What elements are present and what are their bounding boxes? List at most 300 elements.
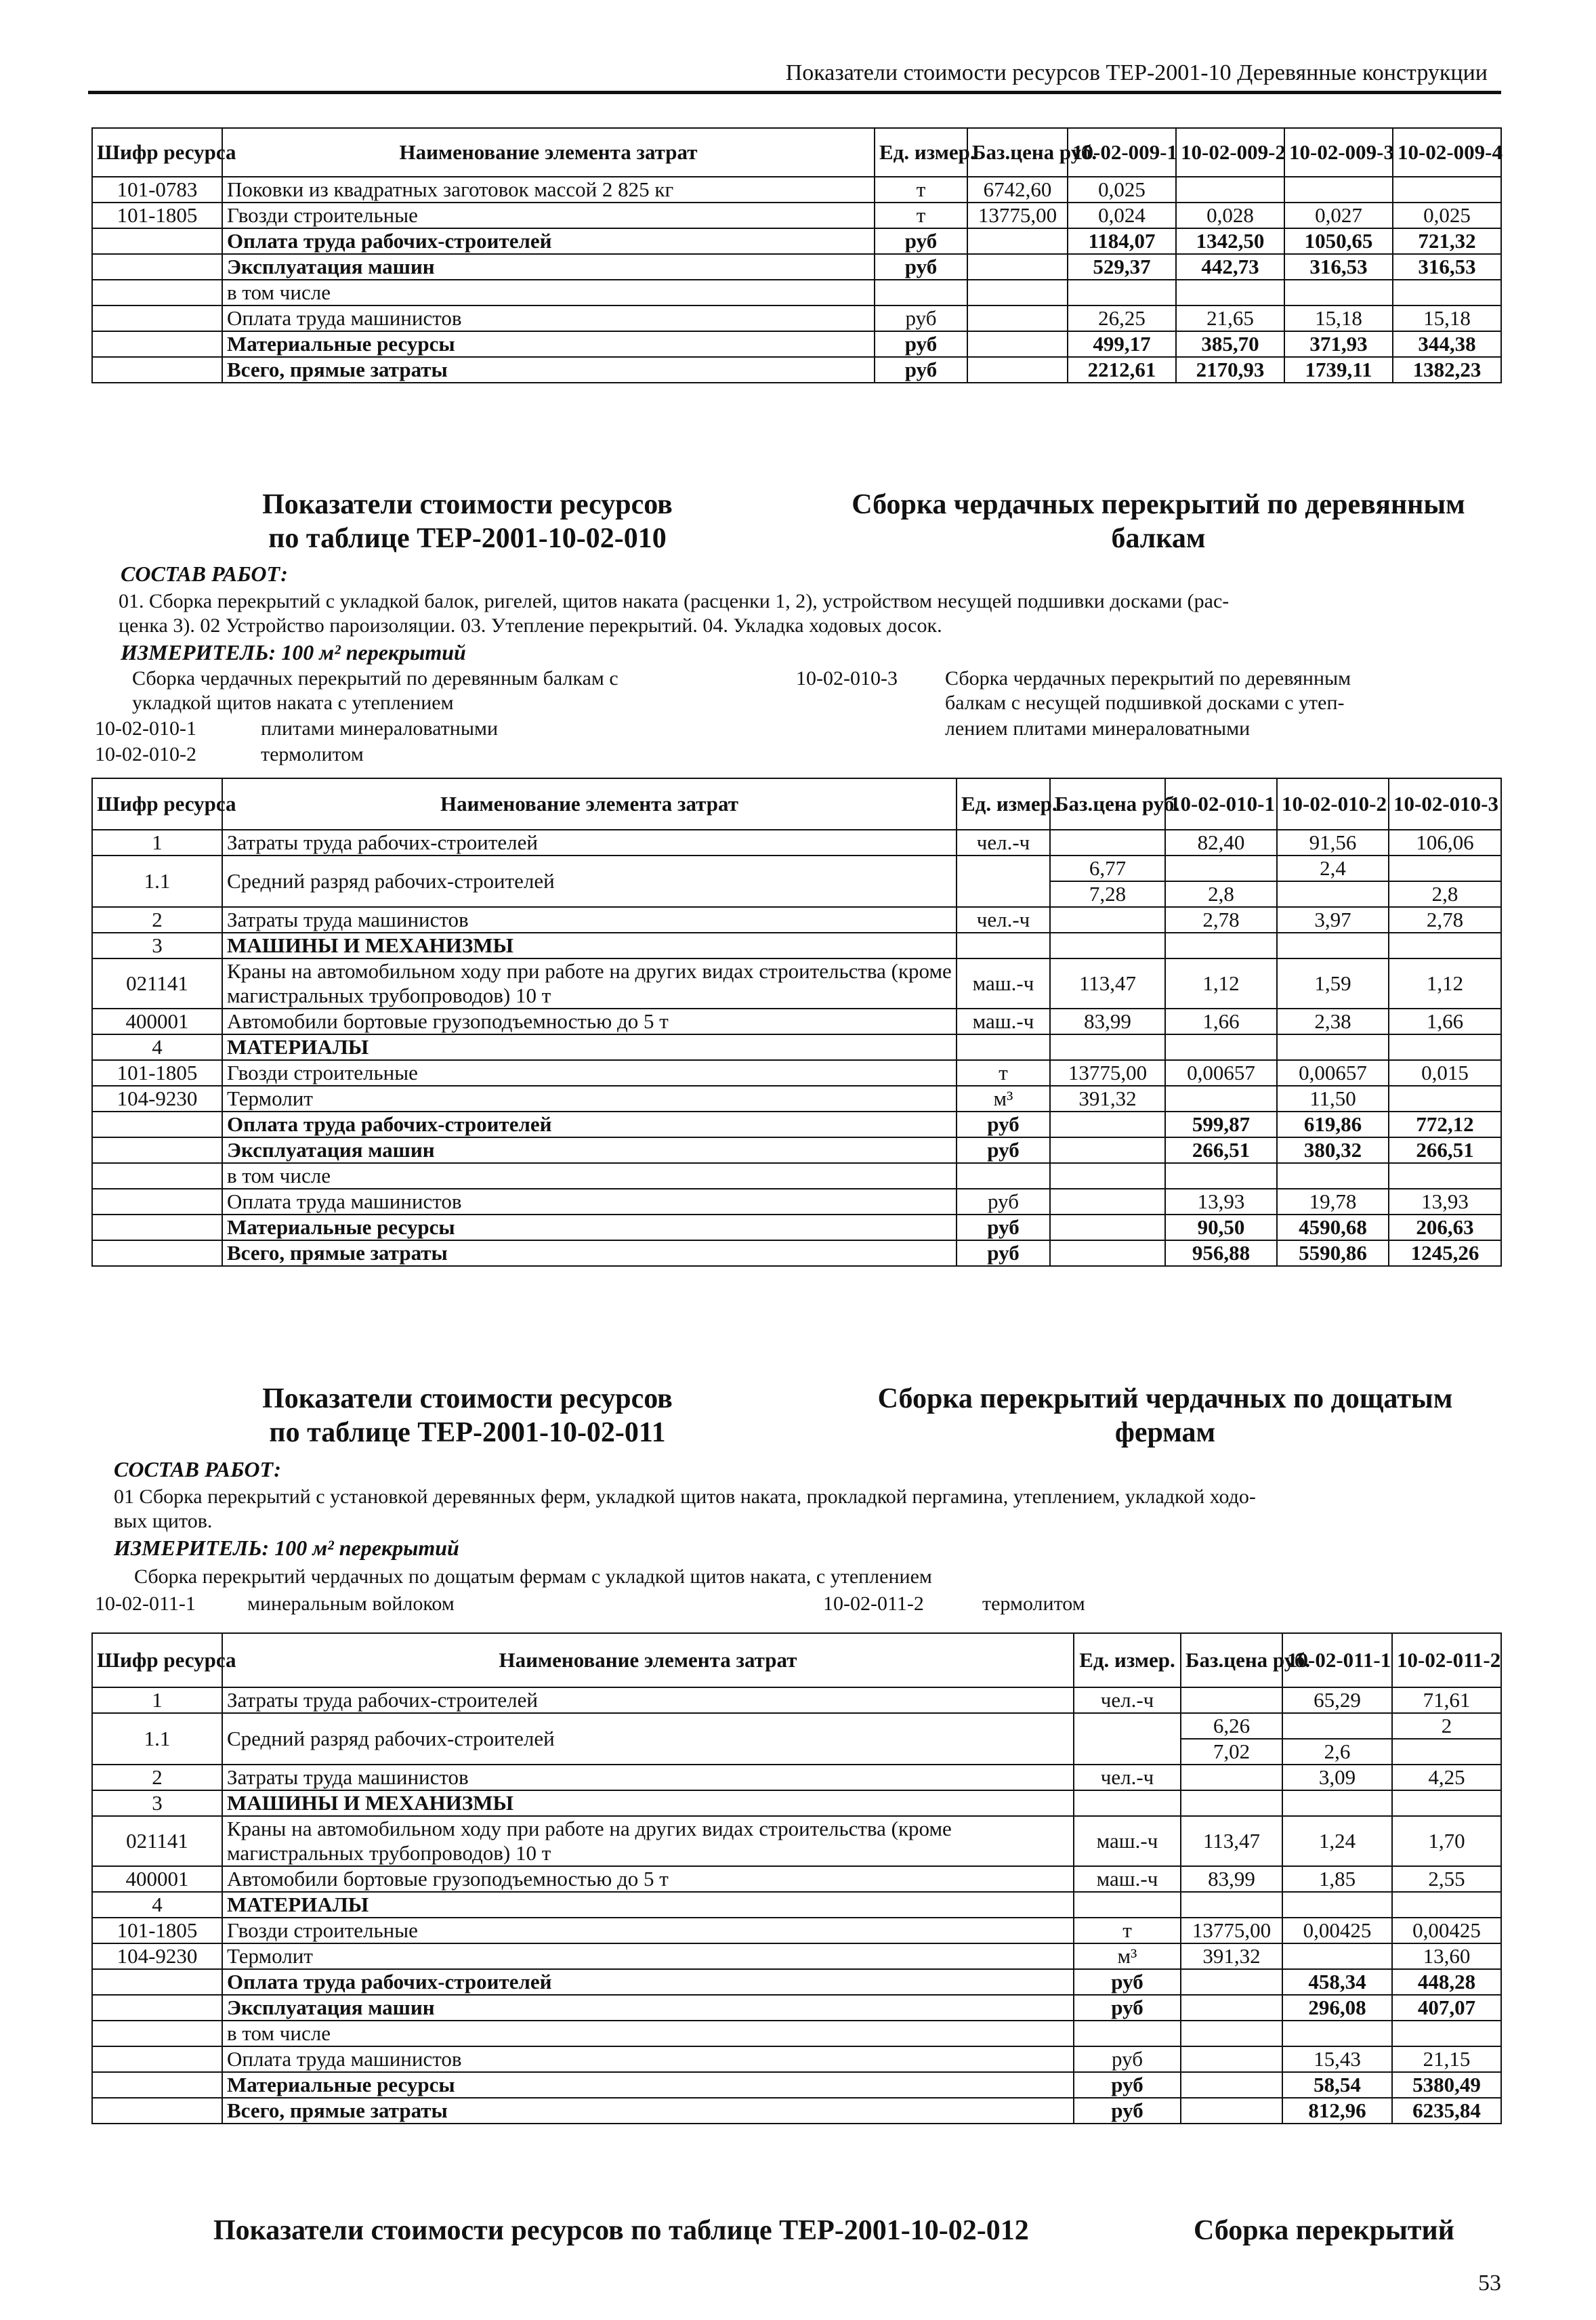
cell <box>92 1163 222 1189</box>
summary-row <box>92 357 1501 383</box>
cell <box>1181 1765 1282 1790</box>
cell <box>967 280 1068 305</box>
cell: 82,40 <box>1165 830 1277 856</box>
cell: чел.-ч <box>1074 1687 1181 1713</box>
cell <box>1050 1034 1165 1060</box>
cell: маш.-ч <box>957 1009 1050 1034</box>
resource-code: 10-02-010-3 <box>796 667 898 690</box>
table-row <box>92 1034 1501 1060</box>
cell: 442,73 <box>1176 254 1284 280</box>
cell <box>1176 280 1284 305</box>
cell: 1 <box>92 1687 222 1713</box>
cell: Затраты труда машинистов <box>222 1765 1074 1790</box>
summary-row <box>92 2072 1501 2098</box>
cell: руб <box>1074 1995 1181 2021</box>
cell: 391,32 <box>1181 1943 1282 1969</box>
cell <box>1282 1713 1392 1739</box>
table-row <box>92 1086 1501 1112</box>
cell: 1,70 <box>1392 1816 1501 1866</box>
cell: 6,77 <box>1050 856 1165 881</box>
cell: Термолит <box>222 1943 1074 1969</box>
cell: 1342,50 <box>1176 228 1284 254</box>
cell: 2,8 <box>1389 881 1501 907</box>
cell: 13,93 <box>1165 1189 1277 1215</box>
resource-code-text: плитами минераловатными <box>261 717 499 740</box>
cell <box>1282 1943 1392 1969</box>
cell <box>1165 1086 1277 1112</box>
table-row <box>92 1687 1501 1713</box>
table-header-row <box>92 1633 1501 1687</box>
cell: 15,18 <box>1393 305 1501 331</box>
table-row <box>92 203 1501 228</box>
cell <box>1068 280 1176 305</box>
cell: 772,12 <box>1389 1112 1501 1137</box>
cell <box>1050 907 1165 933</box>
cell: 385,70 <box>1176 331 1284 357</box>
cell: 0,00657 <box>1165 1060 1277 1086</box>
cell <box>1282 2021 1392 2046</box>
cell: 812,96 <box>1282 2098 1392 2124</box>
desc-text: Сборка перекрытий чердачных по дощатым фермам с укладкой щитов наката, с утеплением <box>134 1565 932 1588</box>
cell: 371,93 <box>1284 331 1393 357</box>
cell: чел.-ч <box>957 907 1050 933</box>
cell: 0,00425 <box>1282 1918 1392 1943</box>
cell <box>92 2098 222 2124</box>
cell: 0,028 <box>1176 203 1284 228</box>
cell <box>1181 1892 1282 1918</box>
cell: т <box>1074 1918 1181 1943</box>
summary-row <box>92 228 1501 254</box>
cell: 26,25 <box>1068 305 1176 331</box>
cell <box>1050 1240 1165 1266</box>
cell: 3 <box>92 1790 222 1816</box>
table-header-row <box>92 128 1501 177</box>
cell: 2,4 <box>1277 856 1389 881</box>
cell: маш.-ч <box>957 958 1050 1009</box>
summary-row <box>92 1112 1501 1137</box>
cell <box>1389 933 1501 958</box>
cell <box>1181 1969 1282 1995</box>
cell: Материальные ресурсы <box>222 1215 957 1240</box>
cell: 400001 <box>92 1009 222 1034</box>
cell: 65,29 <box>1282 1687 1392 1713</box>
cell: 499,17 <box>1068 331 1176 357</box>
cell <box>967 305 1068 331</box>
cell: 407,07 <box>1392 1995 1501 2021</box>
cell <box>92 254 222 280</box>
cell: 4,25 <box>1392 1765 1501 1790</box>
cell: Эксплуатация машин <box>222 1137 957 1163</box>
cell: 91,56 <box>1277 830 1389 856</box>
cell <box>92 1995 222 2021</box>
section-010-title-left <box>203 488 732 555</box>
cell <box>1393 280 1501 305</box>
cell: Термолит <box>222 1086 957 1112</box>
cell <box>1074 1713 1181 1765</box>
desc-text: Сборка чердачных перекрытий по деревянным балкам с <box>132 667 618 690</box>
title-line: Сборка перекрытий чердачных по дощатым <box>877 1383 1453 1414</box>
cell: 2,6 <box>1282 1739 1392 1765</box>
cell: 380,32 <box>1277 1137 1389 1163</box>
cell <box>92 305 222 331</box>
cell: руб <box>957 1240 1050 1266</box>
cell <box>967 228 1068 254</box>
table-row <box>92 933 1501 958</box>
section-011-title-left <box>203 1382 732 1450</box>
cell <box>1050 830 1165 856</box>
izmeritel-label: ИЗМЕРИТЕЛЬ: 100 м² перекрытий <box>114 1536 459 1560</box>
cell: 3,09 <box>1282 1765 1392 1790</box>
cell <box>1181 1995 1282 2021</box>
cell <box>957 1163 1050 1189</box>
table-10-02-011 <box>91 1632 1502 2124</box>
cell: 101-0783 <box>92 177 222 203</box>
cell: руб <box>1074 2098 1181 2124</box>
cell: 15,43 <box>1282 2046 1392 2072</box>
summary-row <box>92 1137 1501 1163</box>
col-header: Шифр ресурса <box>92 778 222 830</box>
cell: Затраты труда рабочих-строителей <box>222 830 957 856</box>
cell: 15,18 <box>1284 305 1393 331</box>
summary-row <box>92 280 1501 305</box>
col-header: Наименование элемента затрат <box>222 1633 1074 1687</box>
sostav-label: СОСТАВ РАБОТ: <box>121 562 288 586</box>
cell: 13,60 <box>1392 1943 1501 1969</box>
cell <box>1050 1137 1165 1163</box>
title-line: по таблице ТЕР-2001-10-02-010 <box>268 523 667 554</box>
cell: Краны на автомобильном ходу при работе на других видах строительства (кроме магистральных трубопроводов) 10 т <box>222 958 957 1009</box>
cell: Гвозди строительные <box>222 1060 957 1086</box>
cell: в том числе <box>222 280 875 305</box>
cell: 448,28 <box>1392 1969 1501 1995</box>
cell <box>92 2021 222 2046</box>
table-header-row <box>92 778 1501 830</box>
cell: 2 <box>1392 1713 1501 1739</box>
cell: маш.-ч <box>1074 1866 1181 1892</box>
summary-row <box>92 2046 1501 2072</box>
cell <box>1284 177 1393 203</box>
col-header: Шифр ресурса <box>92 1633 222 1687</box>
cell: 0,00657 <box>1277 1060 1389 1086</box>
cell: 4 <box>92 1034 222 1060</box>
cell <box>1277 1163 1389 1189</box>
cell: 2212,61 <box>1068 357 1176 383</box>
next-section-title-right: Сборка перекрытий <box>1194 2215 1454 2246</box>
cell: 296,08 <box>1282 1995 1392 2021</box>
table-row <box>92 1943 1501 1969</box>
cell: руб <box>957 1189 1050 1215</box>
cell: 599,87 <box>1165 1112 1277 1137</box>
cell <box>957 856 1050 907</box>
cell: 458,34 <box>1282 1969 1392 1995</box>
cell <box>92 1969 222 1995</box>
cell <box>967 254 1068 280</box>
table-row <box>92 907 1501 933</box>
cell: МАШИНЫ И МЕХАНИЗМЫ <box>222 1790 1074 1816</box>
col-header: Ед. измер. <box>1074 1633 1181 1687</box>
cell <box>1181 1687 1282 1713</box>
cell: МАТЕРИАЛЫ <box>222 1892 1074 1918</box>
cell <box>1277 933 1389 958</box>
cell: 0,015 <box>1389 1060 1501 1086</box>
cell: Гвозди строительные <box>222 1918 1074 1943</box>
cell: 1184,07 <box>1068 228 1176 254</box>
title-line: фермам <box>1114 1417 1216 1448</box>
cell <box>92 228 222 254</box>
cell: Затраты труда машинистов <box>222 907 957 933</box>
cell: 1,24 <box>1282 1816 1392 1866</box>
cell <box>1176 177 1284 203</box>
cell <box>92 331 222 357</box>
title-line: Показатели стоимости ресурсов <box>262 489 673 520</box>
table-row <box>92 1765 1501 1790</box>
cell <box>1181 2021 1282 2046</box>
cell <box>1181 2098 1282 2124</box>
col-header: 10-02-010-1 <box>1165 778 1277 830</box>
col-header: 10-02-010-2 <box>1277 778 1389 830</box>
header-rule <box>88 91 1501 94</box>
summary-row <box>92 1163 1501 1189</box>
table-row <box>92 1816 1501 1866</box>
table-row <box>92 1009 1501 1034</box>
col-header: Наименование элемента затрат <box>222 128 875 177</box>
cell <box>1050 933 1165 958</box>
title-line: по таблице ТЕР-2001-10-02-011 <box>269 1417 666 1448</box>
cell: Материальные ресурсы <box>222 2072 1074 2098</box>
next-section-title: Показатели стоимости ресурсов по таблице ТЕР-2001-10-02-012 <box>213 2215 1029 2246</box>
cell: 1382,23 <box>1393 357 1501 383</box>
summary-row <box>92 305 1501 331</box>
cell: Автомобили бортовые грузоподъемностью до 5 т <box>222 1866 1074 1892</box>
cell <box>1392 1739 1501 1765</box>
cell <box>92 280 222 305</box>
cell: Оплата труда машинистов <box>222 1189 957 1215</box>
cell <box>1392 1790 1501 1816</box>
cell: Поковки из квадратных заготовок массой 2 825 кг <box>222 177 875 203</box>
cell <box>1074 1790 1181 1816</box>
cell: 400001 <box>92 1866 222 1892</box>
cell: 1 <box>92 830 222 856</box>
cell: 4590,68 <box>1277 1215 1389 1240</box>
desc-text: балкам с несущей подшивкой досками с утеп- <box>945 692 1345 714</box>
cell: 266,51 <box>1165 1137 1277 1163</box>
table-row <box>92 856 1501 881</box>
cell: Оплата труда машинистов <box>222 305 875 331</box>
sostav-text: 01. Сборка перекрытий с укладкой балок, ригелей, щитов наката (расценки 1, 2), устройством несущей подшивки досками (рас- <box>119 590 1230 612</box>
cell: руб <box>875 331 967 357</box>
title-line: балкам <box>1111 523 1206 554</box>
cell: 2,8 <box>1165 881 1277 907</box>
cell: 7,02 <box>1181 1739 1282 1765</box>
cell: 1,12 <box>1389 958 1501 1009</box>
cell: 0,027 <box>1284 203 1393 228</box>
cell: руб <box>875 228 967 254</box>
cell <box>1282 1790 1392 1816</box>
cell <box>1165 1163 1277 1189</box>
table-row <box>92 830 1501 856</box>
cell: т <box>957 1060 1050 1086</box>
cell <box>1389 856 1501 881</box>
cell: Эксплуатация машин <box>222 1995 1074 2021</box>
cell: 316,53 <box>1393 254 1501 280</box>
cell <box>92 1240 222 1266</box>
cell: 391,32 <box>1050 1086 1165 1112</box>
sostav-text: 01 Сборка перекрытий с установкой деревянных ферм, укладкой щитов наката, прокладкой пергамина, утеплением, укладкой ходо- <box>114 1485 1256 1508</box>
cell: 2,78 <box>1389 907 1501 933</box>
cell: 2 <box>92 1765 222 1790</box>
cell: Средний разряд рабочих-строителей <box>222 856 957 907</box>
cell <box>1181 1790 1282 1816</box>
cell <box>1074 1892 1181 1918</box>
cell <box>1181 2072 1282 2098</box>
cell <box>1389 1034 1501 1060</box>
cell <box>1392 2021 1501 2046</box>
section-011-title-right <box>854 1382 1477 1450</box>
cell: руб <box>1074 1969 1181 1995</box>
cell: 2,78 <box>1165 907 1277 933</box>
col-header: Баз.цена руб. <box>1181 1633 1282 1687</box>
cell: 344,38 <box>1393 331 1501 357</box>
cell: 13775,00 <box>1181 1918 1282 1943</box>
col-header: Ед. измер. <box>875 128 967 177</box>
cell <box>1050 1163 1165 1189</box>
cell: 113,47 <box>1050 958 1165 1009</box>
cell: 316,53 <box>1284 254 1393 280</box>
cell: Оплата труда рабочих-строителей <box>222 1112 957 1137</box>
cell: Эксплуатация машин <box>222 254 875 280</box>
cell: руб <box>875 254 967 280</box>
cell <box>1165 933 1277 958</box>
cell: Всего, прямые затраты <box>222 1240 957 1266</box>
col-header: 10-02-010-3 <box>1389 778 1501 830</box>
table-10-02-009 <box>91 127 1502 383</box>
col-header: 10-02-009-4 <box>1393 128 1501 177</box>
table-row <box>92 1790 1501 1816</box>
cell: руб <box>875 357 967 383</box>
cell: 3,97 <box>1277 907 1389 933</box>
cell: Автомобили бортовые грузоподъемностью до 5 т <box>222 1009 957 1034</box>
table-10-02-010 <box>91 778 1502 1267</box>
cell <box>1181 2046 1282 2072</box>
cell: Оплата труда рабочих-строителей <box>222 228 875 254</box>
col-header: Наименование элемента затрат <box>222 778 957 830</box>
page-number: 53 <box>1478 2271 1501 2296</box>
cell: 58,54 <box>1282 2072 1392 2098</box>
cell: 3 <box>92 933 222 958</box>
cell: м³ <box>957 1086 1050 1112</box>
cell: 5590,86 <box>1277 1240 1389 1266</box>
cell: в том числе <box>222 1163 957 1189</box>
summary-row <box>92 1995 1501 2021</box>
title-line: Показатели стоимости ресурсов <box>262 1383 673 1414</box>
cell: 13775,00 <box>967 203 1068 228</box>
resource-code: 10-02-011-2 <box>823 1593 924 1615</box>
cell: 104-9230 <box>92 1943 222 1969</box>
cell: Гвозди строительные <box>222 203 875 228</box>
cell: 90,50 <box>1165 1215 1277 1240</box>
cell: чел.-ч <box>957 830 1050 856</box>
section-010-title-right <box>833 488 1484 555</box>
cell: 0,024 <box>1068 203 1176 228</box>
col-header: Баз.цена руб. <box>1050 778 1165 830</box>
cell: 6742,60 <box>967 177 1068 203</box>
cell: Средний разряд рабочих-строителей <box>222 1713 1074 1765</box>
cell: 266,51 <box>1389 1137 1501 1163</box>
sostav-label: СОСТАВ РАБОТ: <box>114 1457 281 1481</box>
cell: Оплата труда рабочих-строителей <box>222 1969 1074 1995</box>
cell: руб <box>1074 2072 1181 2098</box>
cell: 5380,49 <box>1392 2072 1501 2098</box>
cell <box>1050 1215 1165 1240</box>
cell: 1.1 <box>92 1713 222 1765</box>
cell <box>92 357 222 383</box>
cell <box>1389 1163 1501 1189</box>
cell: 1245,26 <box>1389 1240 1501 1266</box>
col-header: 10-02-009-2 <box>1176 128 1284 177</box>
cell: 13775,00 <box>1050 1060 1165 1086</box>
summary-row <box>92 1215 1501 1240</box>
cell: 113,47 <box>1181 1816 1282 1866</box>
cell: 206,63 <box>1389 1215 1501 1240</box>
cell: м³ <box>1074 1943 1181 1969</box>
izmeritel-label: ИЗМЕРИТЕЛЬ: 100 м² перекрытий <box>121 640 466 665</box>
cell: в том числе <box>222 2021 1074 2046</box>
cell: 13,93 <box>1389 1189 1501 1215</box>
cell: 1,59 <box>1277 958 1389 1009</box>
sostav-text: вых щитов. <box>114 1510 213 1532</box>
cell: 106,06 <box>1389 830 1501 856</box>
cell <box>875 280 967 305</box>
col-header: 10-02-009-3 <box>1284 128 1393 177</box>
table-row <box>92 177 1501 203</box>
cell: 2 <box>92 907 222 933</box>
cell: 0,025 <box>1068 177 1176 203</box>
cell: 0,00425 <box>1392 1918 1501 1943</box>
table-row <box>92 958 1501 1009</box>
cell <box>92 1137 222 1163</box>
table-row <box>92 1866 1501 1892</box>
cell: 021141 <box>92 1816 222 1866</box>
cell: т <box>875 177 967 203</box>
desc-text: Сборка чердачных перекрытий по деревянным <box>945 667 1351 690</box>
resource-code-text: термолитом <box>982 1593 1085 1615</box>
cell <box>967 357 1068 383</box>
col-header: 10-02-011-1 <box>1282 1633 1392 1687</box>
table-row <box>92 1918 1501 1943</box>
title-line: Сборка чердачных перекрытий по деревянным <box>852 489 1465 520</box>
cell: Оплата труда машинистов <box>222 2046 1074 2072</box>
cell: 11,50 <box>1277 1086 1389 1112</box>
col-header: Шифр ресурса <box>92 128 222 177</box>
cell <box>1389 1086 1501 1112</box>
cell <box>1074 2021 1181 2046</box>
cell <box>92 1189 222 1215</box>
cell <box>1282 1892 1392 1918</box>
cell <box>92 1112 222 1137</box>
col-header: 10-02-009-1 <box>1068 128 1176 177</box>
cell: маш.-ч <box>1074 1816 1181 1866</box>
table-row <box>92 1892 1501 1918</box>
cell: 1,12 <box>1165 958 1277 1009</box>
cell: Материальные ресурсы <box>222 331 875 357</box>
summary-row <box>92 1969 1501 1995</box>
cell: Краны на автомобильном ходу при работе на других видах строительства (кроме магистральных трубопроводов) 10 т <box>222 1816 1074 1866</box>
cell: 1.1 <box>92 856 222 907</box>
cell: руб <box>957 1215 1050 1240</box>
cell: 21,15 <box>1392 2046 1501 2072</box>
cell: 21,65 <box>1176 305 1284 331</box>
resource-code-text: минеральным войлоком <box>247 1593 455 1615</box>
